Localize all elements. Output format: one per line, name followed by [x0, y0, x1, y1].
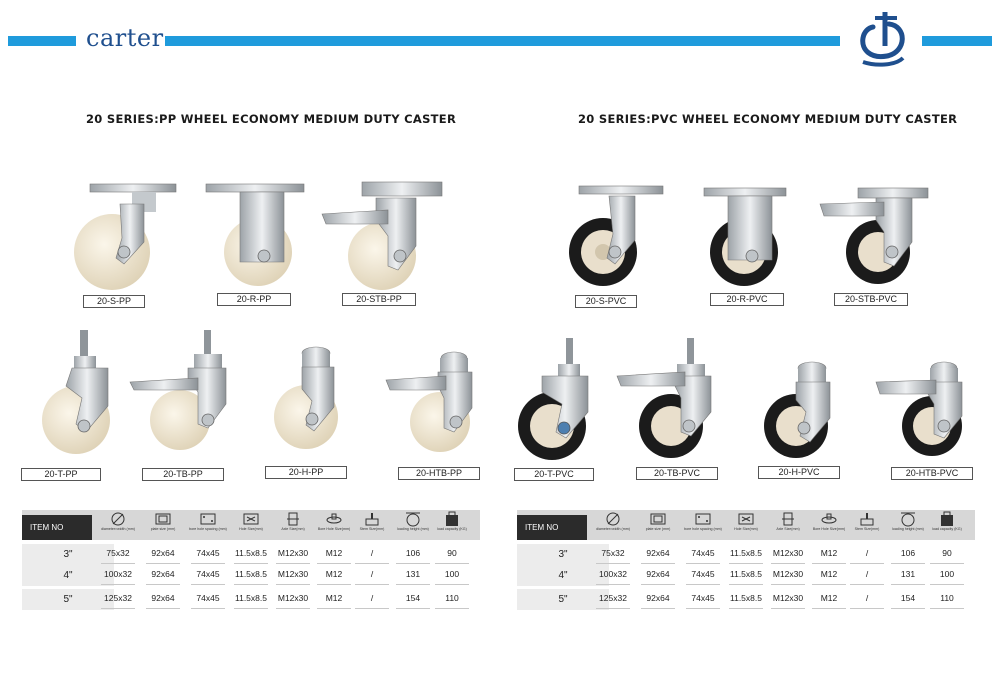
cell-underline	[146, 584, 180, 585]
table-cell: 92x64	[646, 548, 670, 558]
table-cell: 110	[445, 593, 459, 603]
cell-underline	[101, 608, 135, 609]
caster-20-h-pp	[268, 345, 348, 455]
table-cell: M12	[325, 569, 343, 579]
table-cell: 131	[405, 569, 421, 579]
row-size-label: 5"	[22, 589, 114, 610]
brand-name: carter	[86, 24, 164, 52]
column-caption: Stem Size(mm)	[854, 527, 880, 531]
caster-20-stb-pp	[318, 180, 448, 292]
table-cell: 74x45	[196, 593, 220, 603]
table-cell: 92x64	[646, 593, 670, 603]
table-cell: /	[370, 593, 374, 603]
table-cell: M12x30	[772, 593, 804, 603]
row-size-label: 4"	[517, 565, 609, 586]
spec-table-pp	[22, 510, 480, 610]
cell-underline	[641, 608, 675, 609]
table-cell: M12	[325, 593, 343, 603]
header-bar-middle	[165, 36, 840, 46]
brand-logo-icon	[855, 6, 911, 70]
wheel-diameter-icon	[109, 511, 127, 527]
cell-underline	[355, 608, 389, 609]
cell-underline	[850, 584, 884, 585]
cell-underline	[276, 608, 310, 609]
table-cell: 131	[900, 569, 916, 579]
column-caption: bore hole spacing (mm)	[189, 527, 227, 531]
cell-underline	[850, 563, 884, 564]
cell-underline	[276, 584, 310, 585]
table-cell: 90	[447, 548, 457, 558]
table-cell: 110	[940, 593, 954, 603]
item-no-header: ITEM NO	[517, 515, 587, 540]
column-caption: diameter×width (mm)	[596, 527, 630, 531]
table-cell: 125x32	[599, 593, 627, 603]
cell-underline	[396, 563, 430, 564]
table-cell: 75x32	[106, 548, 130, 558]
product-label-20-stb-pvc: 20-STB-PVC	[834, 293, 908, 306]
cell-underline	[396, 608, 430, 609]
column-caption: load capacity (KG)	[932, 527, 962, 531]
table-cell: 74x45	[691, 569, 715, 579]
cell-underline	[146, 563, 180, 564]
product-label-20-h-pvc: 20-H-PVC	[758, 466, 840, 479]
caster-20-s-pvc	[565, 184, 665, 294]
column-caption: Stem Size(mm)	[359, 527, 385, 531]
cell-underline	[396, 584, 430, 585]
wheel-diameter-icon	[604, 511, 622, 527]
column-caption: Axle Size(mm)	[776, 527, 800, 531]
table-cell: 11.5x8.5	[730, 548, 762, 558]
column-caption: Bore Hole Size(mm)	[812, 527, 846, 531]
cell-underline	[891, 584, 925, 585]
bore-spacing-icon	[199, 511, 217, 527]
cell-underline	[891, 563, 925, 564]
cell-underline	[850, 608, 884, 609]
row-size-label: 5"	[517, 589, 609, 610]
caster-20-tb-pp	[128, 328, 238, 456]
stem-size-icon	[858, 511, 876, 527]
caster-20-t-pp	[38, 328, 128, 456]
bore-hole-icon	[325, 511, 343, 527]
product-label-20-t-pp: 20-T-PP	[21, 468, 101, 481]
cell-underline	[729, 608, 763, 609]
cell-underline	[771, 584, 805, 585]
product-label-20-s-pvc: 20-S-PVC	[575, 295, 637, 308]
column-caption: loading height (mm)	[397, 527, 429, 531]
cell-underline	[930, 584, 964, 585]
load-capacity-icon	[443, 511, 461, 527]
table-cell: M12x30	[772, 569, 804, 579]
cell-underline	[317, 584, 351, 585]
caster-20-h-pvc	[760, 360, 840, 464]
cell-underline	[191, 563, 225, 564]
product-label-20-htb-pvc: 20-HTB-PVC	[891, 467, 973, 480]
cell-underline	[435, 584, 469, 585]
cell-underline	[812, 563, 846, 564]
cell-underline	[771, 608, 805, 609]
column-caption: diameter×width (mm)	[101, 527, 135, 531]
table-cell: M12x30	[772, 548, 804, 558]
load-capacity-icon	[938, 511, 956, 527]
column-caption: bore hole spacing (mm)	[684, 527, 722, 531]
cell-underline	[729, 563, 763, 564]
spec-table-pvc	[517, 510, 975, 610]
cell-underline	[317, 608, 351, 609]
section-title-pvc: 20 SERIES:PVC WHEEL ECONOMY MEDIUM DUTY CASTER	[578, 112, 958, 126]
table-cell: /	[370, 569, 374, 579]
bore-hole-icon	[820, 511, 838, 527]
table-cell: 92x64	[151, 569, 175, 579]
cell-underline	[355, 563, 389, 564]
table-cell: 100x32	[104, 569, 132, 579]
table-cell: 11.5x8.5	[730, 593, 762, 603]
table-cell: M12	[820, 593, 838, 603]
table-cell: 100	[939, 569, 955, 579]
table-cell: 92x64	[646, 569, 670, 579]
caster-20-tb-pvc	[615, 336, 725, 464]
product-label-20-r-pvc: 20-R-PVC	[710, 293, 784, 306]
product-label-20-t-pvc: 20-T-PVC	[514, 468, 594, 481]
product-label-20-h-pp: 20-H-PP	[265, 466, 347, 479]
stem-size-icon	[363, 511, 381, 527]
cell-underline	[191, 584, 225, 585]
caster-20-htb-pvc	[874, 360, 974, 464]
table-cell: M12	[820, 569, 838, 579]
row-size-label: 3"	[22, 544, 114, 565]
table-cell: 11.5x8.5	[730, 569, 762, 579]
row-size-label: 3"	[517, 544, 609, 565]
cell-underline	[891, 608, 925, 609]
cell-underline	[596, 608, 630, 609]
cell-underline	[234, 608, 268, 609]
table-cell: 154	[900, 593, 916, 603]
cell-underline	[596, 584, 630, 585]
hole-size-icon	[737, 511, 755, 527]
table-cell: 100	[444, 569, 460, 579]
cell-underline	[930, 608, 964, 609]
table-cell: 92x64	[151, 593, 175, 603]
plate-size-icon	[649, 511, 667, 527]
table-cell: 11.5x8.5	[235, 569, 267, 579]
table-cell: 154	[405, 593, 421, 603]
column-caption: plate size (mm)	[150, 527, 176, 531]
caster-20-s-pp	[72, 182, 180, 294]
caster-20-t-pvc	[512, 336, 608, 464]
caster-20-r-pp	[200, 182, 308, 292]
axle-size-icon	[779, 511, 797, 527]
bore-spacing-icon	[694, 511, 712, 527]
column-caption: Hole Size(mm)	[239, 527, 263, 531]
cell-underline	[101, 563, 135, 564]
column-caption: plate size (mm)	[645, 527, 671, 531]
table-cell: 100x32	[599, 569, 627, 579]
table-cell: M12	[325, 548, 343, 558]
cell-underline	[686, 584, 720, 585]
product-label-20-tb-pvc: 20-TB-PVC	[636, 467, 718, 480]
cell-underline	[641, 584, 675, 585]
table-cell: M12x30	[277, 569, 309, 579]
column-caption: load capacity (KG)	[437, 527, 467, 531]
cell-underline	[317, 563, 351, 564]
table-cell: /	[370, 548, 374, 558]
table-cell: 125x32	[104, 593, 132, 603]
cell-underline	[234, 584, 268, 585]
table-cell: 92x64	[151, 548, 175, 558]
table-cell: 74x45	[691, 593, 715, 603]
row-size-label: 4"	[22, 565, 114, 586]
table-cell: 75x32	[601, 548, 625, 558]
plate-size-icon	[154, 511, 172, 527]
table-cell: 11.5x8.5	[235, 593, 267, 603]
cell-underline	[101, 584, 135, 585]
cell-underline	[686, 608, 720, 609]
cell-underline	[641, 563, 675, 564]
product-label-20-tb-pp: 20-TB-PP	[142, 468, 224, 481]
table-cell: 106	[900, 548, 916, 558]
table-cell: 90	[942, 548, 952, 558]
table-cell: M12x30	[277, 548, 309, 558]
axle-size-icon	[284, 511, 302, 527]
table-cell: 74x45	[691, 548, 715, 558]
product-label-20-htb-pp: 20-HTB-PP	[398, 467, 480, 480]
column-caption: Axle Size(mm)	[281, 527, 305, 531]
table-cell: 106	[405, 548, 421, 558]
table-cell: 74x45	[196, 548, 220, 558]
cell-underline	[276, 563, 310, 564]
column-caption: Hole Size(mm)	[734, 527, 758, 531]
loading-height-icon	[404, 511, 422, 527]
item-no-header: ITEM NO	[22, 515, 92, 540]
cell-underline	[435, 608, 469, 609]
cell-underline	[771, 563, 805, 564]
table-cell: M12x30	[277, 593, 309, 603]
column-caption: loading height (mm)	[892, 527, 924, 531]
table-cell: 74x45	[196, 569, 220, 579]
cell-underline	[596, 563, 630, 564]
caster-20-stb-pvc	[818, 186, 930, 290]
caster-20-htb-pp	[384, 350, 484, 458]
table-cell: /	[865, 593, 869, 603]
table-cell: 11.5x8.5	[235, 548, 267, 558]
table-cell: M12	[820, 548, 838, 558]
hole-size-icon	[242, 511, 260, 527]
cell-underline	[729, 584, 763, 585]
header-bar-left	[8, 36, 76, 46]
product-label-20-s-pp: 20-S-PP	[83, 295, 145, 308]
section-title-pp: 20 SERIES:PP WHEEL ECONOMY MEDIUM DUTY CASTER	[86, 112, 457, 126]
cell-underline	[435, 563, 469, 564]
product-label-20-stb-pp: 20-STB-PP	[342, 293, 416, 306]
cell-underline	[686, 563, 720, 564]
loading-height-icon	[899, 511, 917, 527]
cell-underline	[355, 584, 389, 585]
caster-20-r-pvc	[700, 186, 790, 290]
cell-underline	[930, 563, 964, 564]
cell-underline	[146, 608, 180, 609]
header-bar-right	[922, 36, 992, 46]
cell-underline	[812, 584, 846, 585]
cell-underline	[812, 608, 846, 609]
table-cell: /	[865, 569, 869, 579]
product-label-20-r-pp: 20-R-PP	[217, 293, 291, 306]
column-caption: Bore Hole Size(mm)	[317, 527, 351, 531]
table-cell: /	[865, 548, 869, 558]
cell-underline	[234, 563, 268, 564]
cell-underline	[191, 608, 225, 609]
